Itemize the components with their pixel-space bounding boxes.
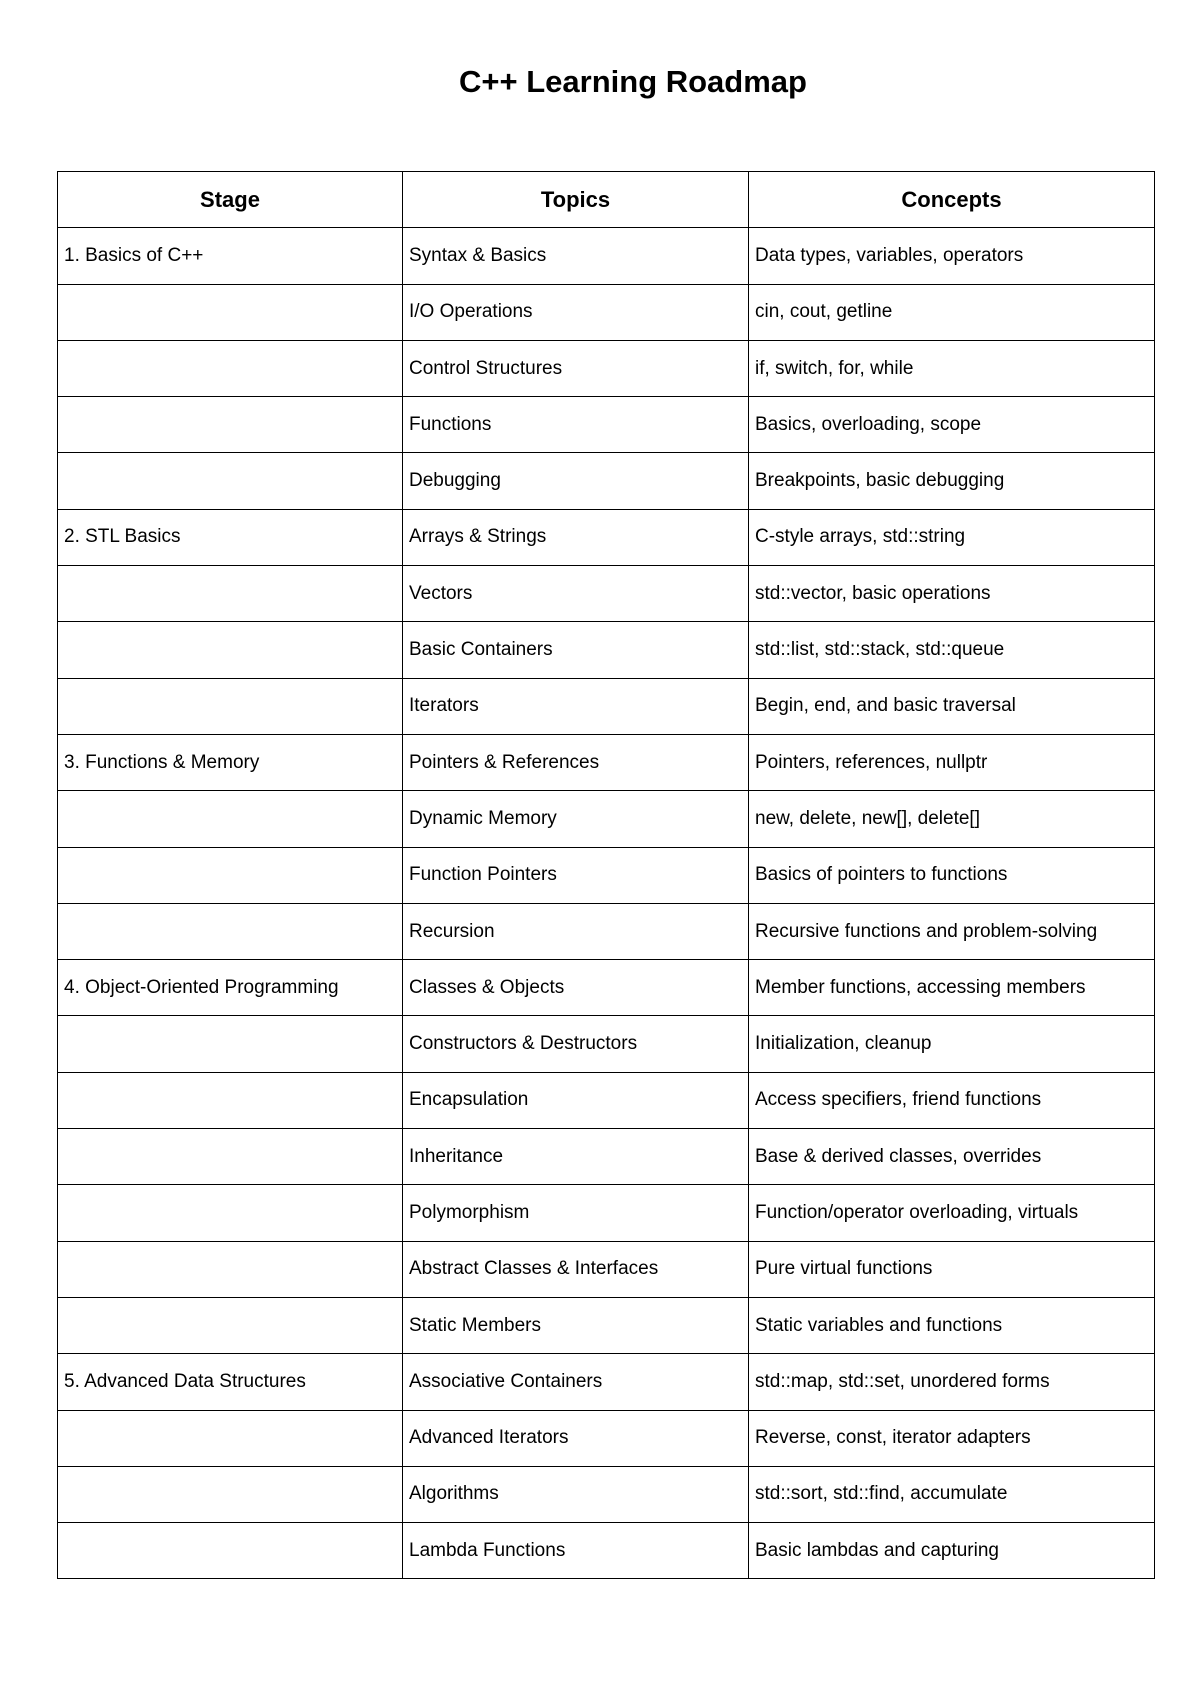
stage-cell xyxy=(58,1410,403,1466)
concepts-cell: Basics of pointers to functions xyxy=(749,847,1155,903)
stage-cell xyxy=(58,1129,403,1185)
topic-cell: I/O Operations xyxy=(403,284,749,340)
stage-cell xyxy=(58,1241,403,1297)
concepts-cell: if, switch, for, while xyxy=(749,340,1155,396)
table-row xyxy=(58,340,1155,396)
stage-cell xyxy=(58,397,403,453)
table-row xyxy=(58,791,1155,847)
topic-cell: Function Pointers xyxy=(403,847,749,903)
topic-cell: Recursion xyxy=(403,903,749,959)
concepts-cell: Pure virtual functions xyxy=(749,1241,1155,1297)
stage-cell xyxy=(58,678,403,734)
table-row xyxy=(58,566,1155,622)
topic-cell: Advanced Iterators xyxy=(403,1410,749,1466)
concepts-cell: Access specifiers, friend functions xyxy=(749,1072,1155,1128)
table-row xyxy=(58,1523,1155,1579)
stage-cell: 5. Advanced Data Structures xyxy=(58,1354,403,1410)
topic-cell: Syntax & Basics xyxy=(403,228,749,284)
table-row xyxy=(58,678,1155,734)
header-stage: Stage xyxy=(58,172,403,228)
concepts-cell: Recursive functions and problem-solving xyxy=(749,903,1155,959)
table-row xyxy=(58,1297,1155,1353)
concepts-cell: Data types, variables, operators xyxy=(749,228,1155,284)
concepts-cell: std::sort, std::find, accumulate xyxy=(749,1466,1155,1522)
concepts-cell: new, delete, new[], delete[] xyxy=(749,791,1155,847)
concepts-cell: std::vector, basic operations xyxy=(749,566,1155,622)
table-row xyxy=(58,734,1155,790)
stage-cell xyxy=(58,1072,403,1128)
table-row xyxy=(58,960,1155,1016)
topic-cell: Encapsulation xyxy=(403,1072,749,1128)
table-row xyxy=(58,1185,1155,1241)
stage-cell xyxy=(58,1297,403,1353)
stage-cell: 4. Object-Oriented Programming xyxy=(58,960,403,1016)
concepts-cell: Reverse, const, iterator adapters xyxy=(749,1410,1155,1466)
topic-cell: Static Members xyxy=(403,1297,749,1353)
stage-cell: 3. Functions & Memory xyxy=(58,734,403,790)
topic-cell: Basic Containers xyxy=(403,622,749,678)
table-row xyxy=(58,228,1155,284)
topic-cell: Associative Containers xyxy=(403,1354,749,1410)
table-row xyxy=(58,1354,1155,1410)
stage-cell: 1. Basics of C++ xyxy=(58,228,403,284)
stage-cell xyxy=(58,1523,403,1579)
topic-cell: Control Structures xyxy=(403,340,749,396)
concepts-cell: Begin, end, and basic traversal xyxy=(749,678,1155,734)
topic-cell: Iterators xyxy=(403,678,749,734)
concepts-cell: Base & derived classes, overrides xyxy=(749,1129,1155,1185)
stage-cell xyxy=(58,791,403,847)
concepts-cell: Initialization, cleanup xyxy=(749,1016,1155,1072)
topic-cell: Lambda Functions xyxy=(403,1523,749,1579)
concepts-cell: Basics, overloading, scope xyxy=(749,397,1155,453)
table-row xyxy=(58,1072,1155,1128)
topic-cell: Vectors xyxy=(403,566,749,622)
table-row xyxy=(58,509,1155,565)
concepts-cell: cin, cout, getline xyxy=(749,284,1155,340)
topic-cell: Debugging xyxy=(403,453,749,509)
stage-cell xyxy=(58,1466,403,1522)
table-row xyxy=(58,1410,1155,1466)
table-row xyxy=(58,453,1155,509)
stage-cell xyxy=(58,340,403,396)
table-row xyxy=(58,1466,1155,1522)
header-topics: Topics xyxy=(403,172,749,228)
stage-cell xyxy=(58,284,403,340)
concepts-cell: Member functions, accessing members xyxy=(749,960,1155,1016)
concepts-cell: Pointers, references, nullptr xyxy=(749,734,1155,790)
topic-cell: Polymorphism xyxy=(403,1185,749,1241)
topic-cell: Pointers & References xyxy=(403,734,749,790)
table-row xyxy=(58,397,1155,453)
topic-cell: Algorithms xyxy=(403,1466,749,1522)
concepts-cell: C-style arrays, std::string xyxy=(749,509,1155,565)
concepts-cell: Basic lambdas and capturing xyxy=(749,1523,1155,1579)
stage-cell xyxy=(58,903,403,959)
table-row xyxy=(58,1129,1155,1185)
topic-cell: Abstract Classes & Interfaces xyxy=(403,1241,749,1297)
concepts-cell: Breakpoints, basic debugging xyxy=(749,453,1155,509)
table-body xyxy=(58,228,1155,1579)
topic-cell: Inheritance xyxy=(403,1129,749,1185)
concepts-cell: Function/operator overloading, virtuals xyxy=(749,1185,1155,1241)
header-concepts: Concepts xyxy=(749,172,1155,228)
stage-cell xyxy=(58,566,403,622)
stage-cell xyxy=(58,1016,403,1072)
table-row xyxy=(58,847,1155,903)
stage-cell xyxy=(58,1185,403,1241)
topic-cell: Arrays & Strings xyxy=(403,509,749,565)
table-row xyxy=(58,1016,1155,1072)
roadmap-table xyxy=(57,171,1155,1579)
topic-cell: Dynamic Memory xyxy=(403,791,749,847)
stage-cell xyxy=(58,847,403,903)
table-row xyxy=(58,903,1155,959)
topic-cell: Constructors & Destructors xyxy=(403,1016,749,1072)
stage-cell xyxy=(58,453,403,509)
table-row xyxy=(58,284,1155,340)
concepts-cell: std::map, std::set, unordered forms xyxy=(749,1354,1155,1410)
concepts-cell: std::list, std::stack, std::queue xyxy=(749,622,1155,678)
concepts-cell: Static variables and functions xyxy=(749,1297,1155,1353)
topic-cell: Functions xyxy=(403,397,749,453)
table-row xyxy=(58,1241,1155,1297)
stage-cell: 2. STL Basics xyxy=(58,509,403,565)
topic-cell: Classes & Objects xyxy=(403,960,749,1016)
stage-cell xyxy=(58,622,403,678)
page-title: C++ Learning Roadmap xyxy=(459,64,807,99)
table-header-row xyxy=(58,172,1155,228)
table-row xyxy=(58,622,1155,678)
